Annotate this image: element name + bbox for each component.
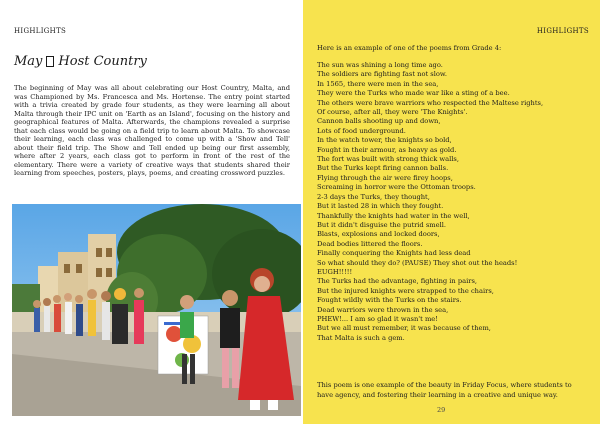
poem bbox=[317, 61, 543, 343]
title-topic: Host Country bbox=[58, 54, 147, 69]
page-number: 29 bbox=[437, 406, 446, 414]
poem-line: The fort was built with strong thick walls, bbox=[317, 155, 459, 164]
poem-line: Thankfully the knights had water in the well, bbox=[317, 211, 470, 220]
poem-line: But it didn't disguise the putrid smell. bbox=[317, 220, 446, 229]
poem-line: Flying through the air were firey hoops, bbox=[317, 173, 453, 182]
poem-line: Lots of food underground. bbox=[317, 126, 406, 135]
intro-paragraph: The beginning of May was all about celebrating our Host Country, Malta, and was Championed by Ms. Francesca and Ms. Hortense. The entry point started with a trivia created by grade four students, as they were learning all about Malta through their IPC unit on 'Earth as an Island', focusing on the history and geographical features of Malta. Afterwards, the champions revealed a surprise that each class would be going on a field trip to learn about Malta. To showcase their learning, each class was challenged to come up with a 'Show and Tell' about their field trip. The Show and Tell ended up being our first assembly, where after 2 years, each class got to perform in front of the rest of the elementary. There were a variety of creative ways that students shared their learning from speeches, posters, plays, poems, and creating crossword puzzles. bbox=[14, 84, 290, 177]
poem-line: Dead warriors were thrown in the sea, bbox=[317, 305, 449, 314]
closing-paragraph: This poem is one example of the beauty in Friday Focus, where students to have agency, and fostering their learning in a creative and unique way. bbox=[317, 381, 572, 399]
poem-line: Screaming in horror were the Ottoman troops. bbox=[317, 183, 476, 192]
poem-line: Fought in their armour, as heavy as gold. bbox=[317, 145, 457, 154]
right-page bbox=[303, 0, 600, 424]
poem-line: Fought wildly with the Turks on the stairs. bbox=[317, 296, 462, 305]
poem-line: They were the Turks who made war like a sting of a bee. bbox=[317, 89, 510, 98]
poem-line: But the Turks kept firing cannon balls. bbox=[317, 164, 449, 173]
title-month: May bbox=[14, 54, 43, 69]
poem-line: The sun was shining a long time ago. bbox=[317, 61, 443, 69]
poem-line: But we all must remember, it was because of them, bbox=[317, 324, 491, 333]
poem-line: The others were brave warriors who respected the Maltese rights, bbox=[317, 98, 544, 107]
poem-line: But it lasted 28 in which they fought. bbox=[317, 202, 444, 211]
section-label: HIGHLIGHTS bbox=[536, 27, 589, 35]
poem-line: The soldiers are fighting fast not slow. bbox=[317, 70, 447, 79]
missing-glyph-box-icon bbox=[46, 56, 54, 67]
poem-line: EUGH!!!!! bbox=[317, 267, 353, 276]
poem-line: So what should they do? (PAUSE) They shot out the heads! bbox=[317, 258, 518, 267]
poem-line: Dead bodies littered the floors. bbox=[317, 239, 423, 248]
poem-line: In 1565, there were men in the sea, bbox=[317, 79, 439, 88]
poem-line: But the injured knights were strapped to the chairs, bbox=[317, 286, 494, 295]
poem-line: In the watch tower, the knights so bold, bbox=[317, 136, 452, 145]
poem-line: Blasts, explosions and locked doors, bbox=[317, 230, 440, 239]
poem-line: PHEW!... I am so glad it wasn't me! bbox=[317, 314, 438, 323]
poem-line: Of course, after all, they were 'The Knights'. bbox=[317, 108, 468, 117]
page-title bbox=[14, 54, 147, 69]
poem-line: Finally conquering the Knights had less dead bbox=[317, 249, 471, 258]
field-trip-photo bbox=[12, 204, 301, 416]
section-label: HIGHLIGHTS bbox=[14, 27, 67, 35]
poem-line: Cannon balls shooting up and down, bbox=[317, 117, 441, 126]
poem-line: That Malta is such a gem. bbox=[317, 333, 405, 342]
poem-line: The Turks had the advantage, fighting in pairs, bbox=[317, 277, 478, 286]
poem-intro: Here is an example of one of the poems from Grade 4: bbox=[317, 44, 502, 52]
poem-line: 2-3 days the Turks, they thought, bbox=[317, 192, 430, 201]
